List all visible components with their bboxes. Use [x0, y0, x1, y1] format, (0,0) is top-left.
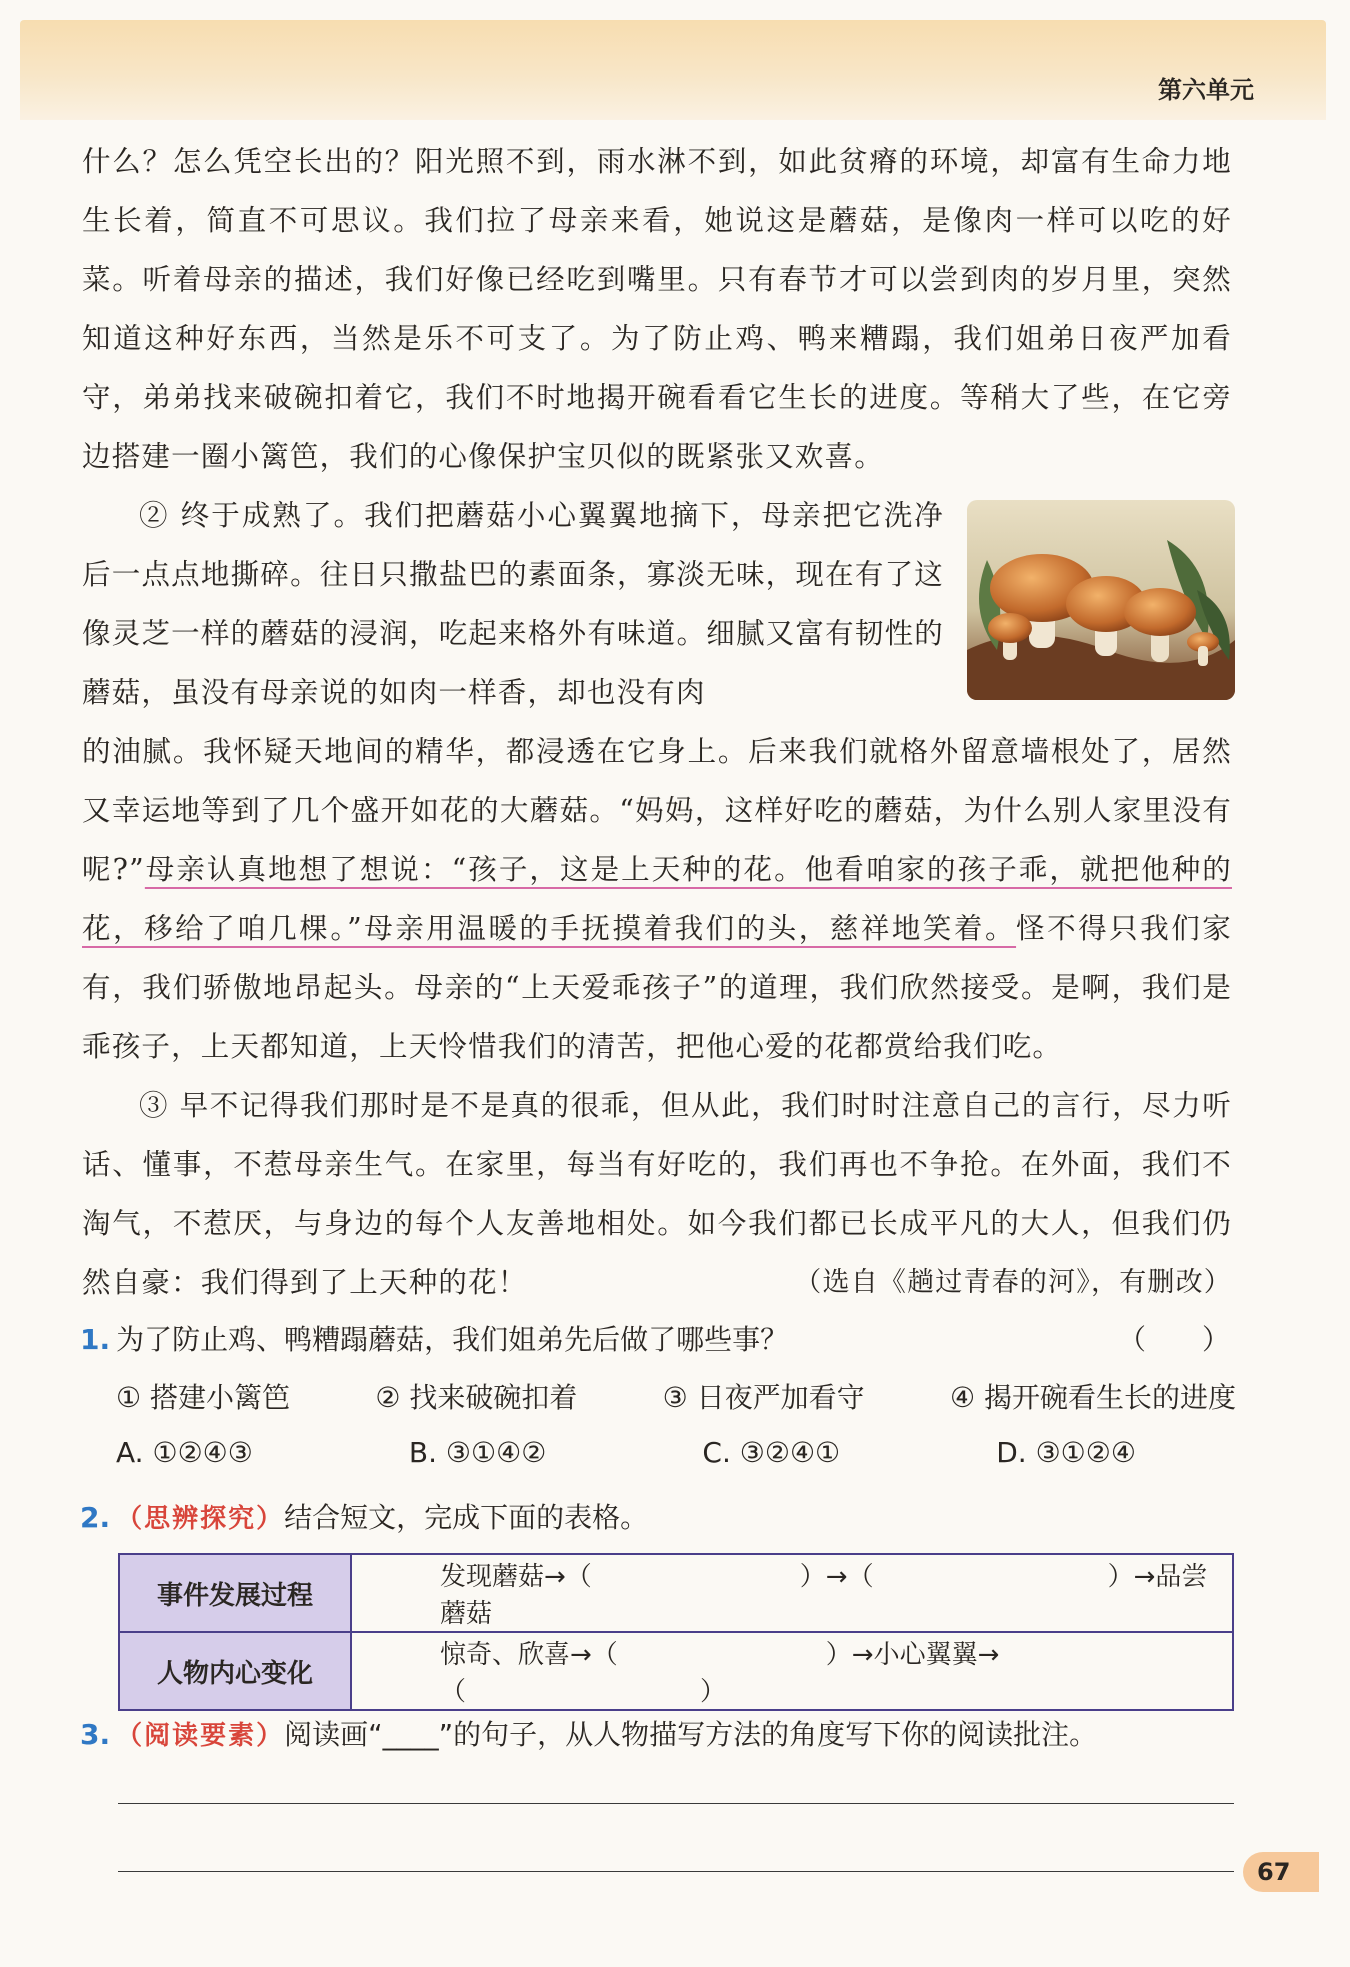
mushroom-image — [967, 500, 1235, 700]
answer-table — [118, 1553, 1234, 1711]
question-text: 阅读画“____”的句子，从人物描写方法的角度写下你的阅读批注。 — [284, 1718, 1098, 1751]
question-1 — [80, 1318, 1240, 1358]
question-1-choices — [116, 1436, 1136, 1469]
choice-d[interactable]: D. ③①②④ — [996, 1436, 1136, 1469]
question-number: 1. — [80, 1323, 111, 1356]
answer-line[interactable] — [118, 1803, 1234, 1804]
row-answer-cell[interactable]: 惊奇、欣喜→（ ）→小心翼翼→（ ） — [351, 1632, 1233, 1710]
passage-text: 怪不得只我们家有，我们骄傲地昂起头。母亲的“上天爱乖孩子”的道理，我们欣然接受。是啊，我们是乖孩子，上天都知道，上天怜惜我们的清苦，把他心爱的花都赏给我们吃。 — [82, 912, 1233, 1063]
question-text: 结合短文，完成下面的表格。 — [284, 1501, 649, 1534]
question-text: 为了防止鸡、鸭糟蹋蘑菇，我们姐弟先后做了哪些事？ — [116, 1323, 789, 1356]
row-header: 人物内心变化 — [119, 1632, 351, 1710]
table-row — [119, 1632, 1233, 1710]
question-tag: （思辨探究） — [116, 1504, 285, 1534]
table-row — [119, 1554, 1233, 1632]
option-item: ④ 揭开碗看生长的进度 — [949, 1381, 1236, 1414]
answer-line[interactable] — [118, 1871, 1234, 1872]
passage-paragraph-2-start: ② 终于成熟了。我们把蘑菇小心翼翼地摘下，母亲把它洗净后一点点地撕碎。往日只撒盐巴的素面条，寡淡无味，现在有了这像灵芝一样的蘑菇的浸润，吃起来格外有味道。细腻又富有韧性的蘑菇，虽没有母亲说的如肉一样香，却也没有肉 — [82, 499, 944, 709]
passage-text: ③ 早不记得我们那时是不是真的很乖，但从此，我们时时注意自己的言行，尽力听话、懂事，不惹母亲生气。在家里，每当有好吃的，我们再也不争抢。在外面，我们不淘气，不惹厌，与身边的每个人友善地相处。如今我们都已长成平凡的大人，但我们仍然自豪：我们得到了上天种的花！ — [82, 1089, 1232, 1299]
page-number: 67 — [1243, 1852, 1319, 1892]
option-item: ③ 日夜严加看守 — [662, 1381, 865, 1414]
passage-paragraph-2-continued — [82, 722, 1232, 1076]
underlined-sentence: 母亲认真地想了想说：“孩子，这是上天种的花。他看咱家的孩子乖，就把他种的花，移给了咱几棵。”母亲用温暖的手抚摸着我们的头，慈祥地笑着。 — [82, 853, 1232, 945]
passage-paragraph-1: 什么？怎么凭空长出的？阳光照不到，雨水淋不到，如此贫瘠的环境，却富有生命力地生长着，简直不可思议。我们拉了母亲来看，她说这是蘑菇，是像肉一样可以吃的好菜。听着母亲的描述，我们好像已经吃到嘴里。只有春节才可以尝到肉的岁月里，突然知道这种好东西，当然是乐不可支了。为了防止鸡、鸭来糟蹋，我们姐弟日夜严加看守，弟弟找来破碗扣着它，我们不时地揭开碗看看它生长的进度。等稍大了些，在它旁边搭建一圈小篱笆，我们的心像保护宝贝似的既紧张又欢喜。 — [82, 145, 1232, 473]
passage-text: 的油腻。我怀疑天地间的精华，都浸透在它身上。后来我们就格外留意墙根处了，居然又幸运地等到了几个盛开如花的大蘑菇。“妈妈，这样好吃的蘑菇，为什么别人家里没有呢?” — [82, 735, 1232, 886]
passage-paragraph-3 — [82, 1076, 1232, 1312]
question-1-items — [116, 1376, 1236, 1416]
answer-parentheses[interactable]: （ ） — [1117, 1323, 1230, 1356]
option-item: ① 搭建小篱笆 — [116, 1381, 291, 1414]
source-citation: （选自《趟过青春的河》，有删改） — [794, 1267, 1232, 1298]
unit-title: 第六单元 — [1158, 76, 1254, 104]
header-band — [20, 20, 1326, 120]
choice-c[interactable]: C. ③②④① — [702, 1436, 841, 1469]
choice-a[interactable]: A. ①②④③ — [116, 1436, 253, 1469]
question-number: 3. — [80, 1718, 111, 1751]
row-header: 事件发展过程 — [119, 1554, 351, 1632]
option-item: ② 找来破碗扣着 — [375, 1381, 578, 1414]
question-tag: （阅读要素） — [116, 1721, 285, 1751]
mushroom-illustration — [967, 500, 1235, 700]
question-3 — [80, 1713, 1240, 1753]
question-number: 2. — [80, 1501, 111, 1534]
question-2 — [80, 1496, 1240, 1536]
row-answer-cell[interactable]: 发现蘑菇→（ ）→（ ）→品尝蘑菇 — [351, 1554, 1233, 1632]
choice-b[interactable]: B. ③①④② — [408, 1436, 547, 1469]
